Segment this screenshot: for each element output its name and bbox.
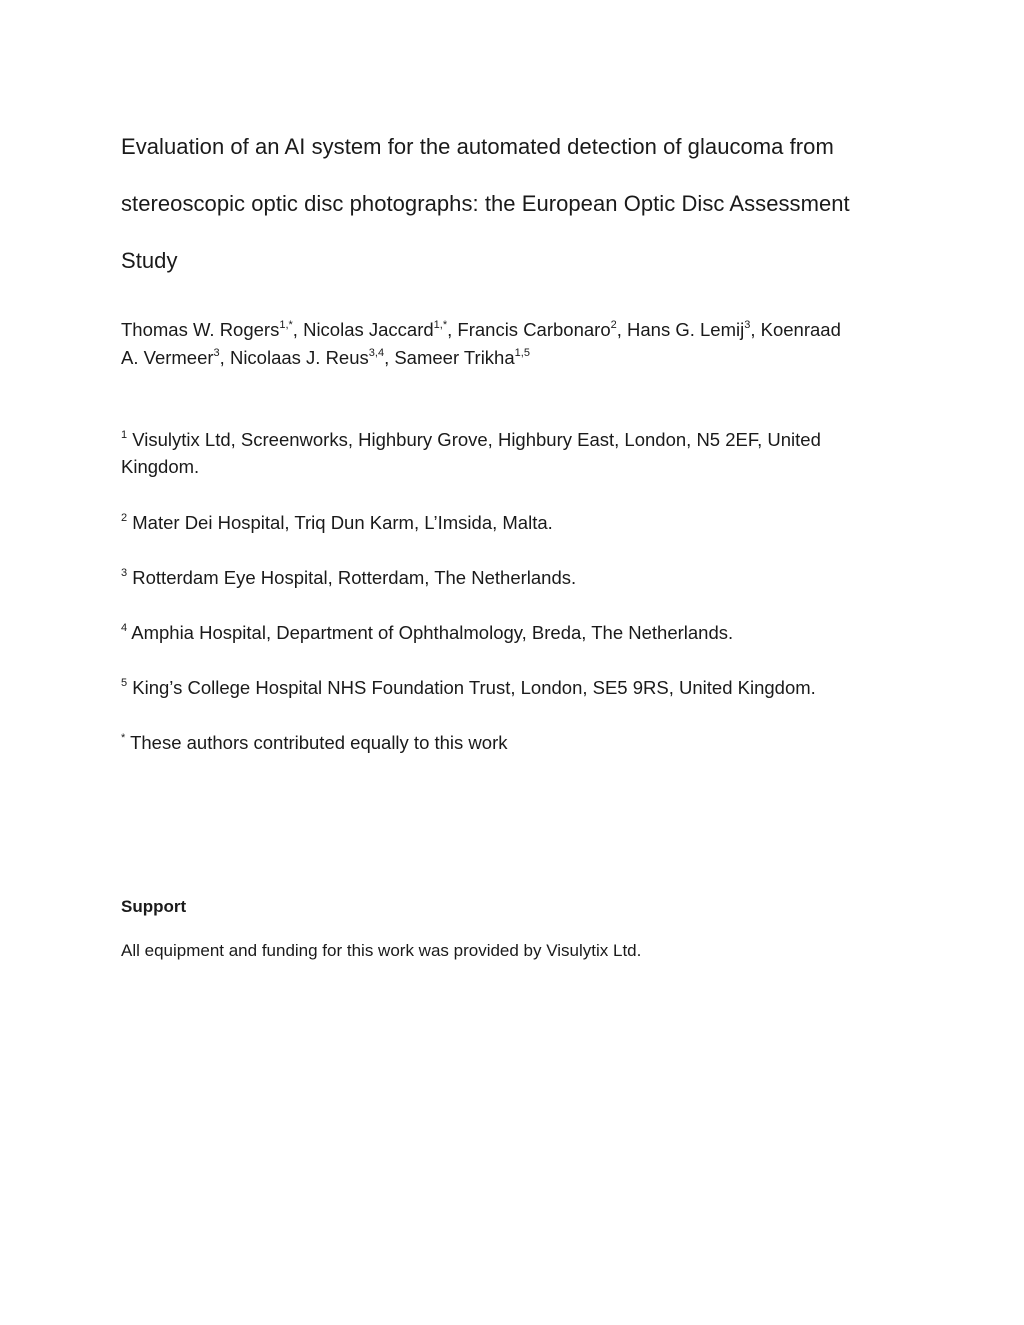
affiliation-marker: 4: [121, 621, 128, 634]
affiliation-4: [121, 619, 911, 646]
affiliation-line: [121, 564, 911, 591]
author-name: Nicolas Jaccard: [303, 319, 434, 340]
affiliation-2: [121, 509, 911, 536]
affiliation-line: [121, 729, 911, 756]
support-text: All equipment and funding for this work was provided by Visulytix Ltd.: [121, 941, 642, 960]
equal-contribution-note: [121, 729, 911, 756]
author-line-1: [121, 316, 921, 344]
title-line: Evaluation of an AI system for the automated detection of glaucoma from: [121, 134, 834, 159]
affiliation-line: [121, 509, 911, 536]
author-affiliation-marker: 1,*: [279, 318, 293, 331]
author-separator: ,: [219, 347, 230, 368]
author-name: Hans G. Lemij: [627, 319, 745, 340]
affiliation-line: Kingdom.: [121, 456, 200, 477]
author-line-2: [121, 344, 921, 372]
affiliation-line: [121, 426, 911, 453]
author-separator: ,: [292, 319, 304, 340]
author-name: Koenraad: [760, 319, 841, 340]
footnote-text: These authors contributed equally to this work: [125, 732, 508, 753]
author-name: Thomas W. Rogers: [121, 319, 280, 340]
support-heading: Support: [121, 897, 187, 916]
affiliation-marker: 1: [121, 428, 128, 441]
author-separator: ,: [447, 319, 458, 340]
author-name: Nicolaas J. Reus: [229, 347, 369, 368]
author-affiliation-marker: 1,*: [433, 318, 448, 331]
author-list: [121, 316, 921, 372]
affiliation-text: Rotterdam Eye Hospital, Rotterdam, The Netherlands.: [127, 567, 577, 588]
paper-title: [121, 118, 921, 289]
author-affiliation-marker: 3,4: [368, 346, 385, 359]
author-name: Francis Carbonaro: [457, 319, 611, 340]
title-line: Study: [121, 248, 178, 273]
author-affiliation-marker: 3: [744, 318, 751, 331]
author-separator: ,: [616, 319, 628, 340]
title-line: stereoscopic optic disc photographs: the European Optic Disc Assessment: [121, 191, 850, 216]
affiliation-3: [121, 564, 911, 591]
affiliation-5: [121, 674, 911, 701]
affiliation-text: King’s College Hospital NHS Foundation Trust, London, SE5 9RS, United Kingdom.: [127, 677, 816, 698]
author-affiliation-marker: 1,5: [514, 346, 530, 359]
author-name: A. Vermeer: [121, 347, 214, 368]
affiliation-line: [121, 619, 911, 646]
footnote-marker: *: [121, 731, 126, 744]
affiliation-marker: 2: [121, 511, 128, 524]
affiliation-marker: 3: [121, 566, 128, 579]
affiliation-1: [121, 426, 911, 480]
affiliation-text: Mater Dei Hospital, Triq Dun Karm, L’Imsida, Malta.: [127, 512, 553, 533]
author-name: Sameer Trikha: [394, 347, 515, 368]
affiliation-text: Amphia Hospital, Department of Ophthalmology, Breda, The Netherlands.: [127, 622, 734, 643]
author-affiliation-marker: 2: [610, 318, 617, 331]
affiliation-line: [121, 674, 911, 701]
affiliation-text: Visulytix Ltd, Screenworks, Highbury Grove, Highbury East, London, N5 2EF, United: [127, 429, 821, 450]
author-separator: ,: [750, 319, 761, 340]
affiliation-marker: 5: [121, 676, 128, 689]
author-affiliation-marker: 3: [213, 346, 220, 359]
author-separator: ,: [384, 347, 395, 368]
